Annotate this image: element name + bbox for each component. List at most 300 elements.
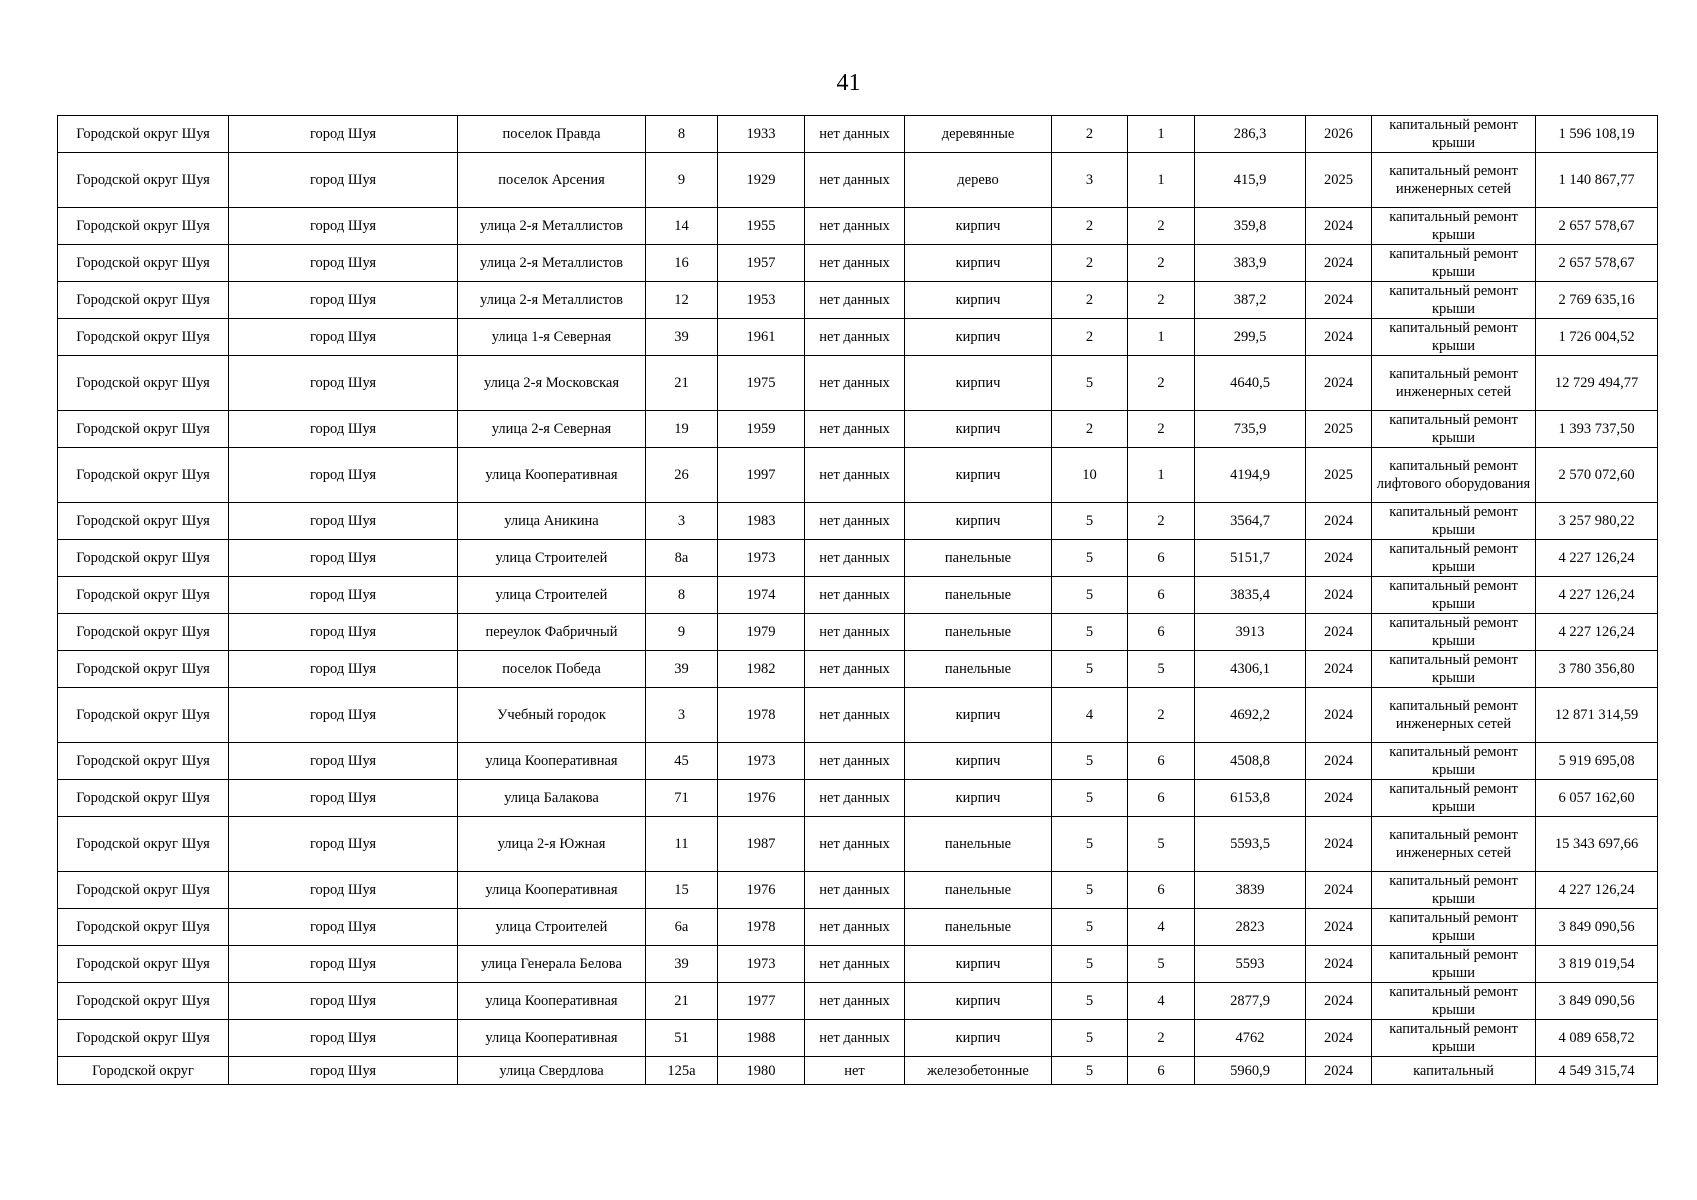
- table-row: [58, 116, 1658, 153]
- municipality-cell: Городской округ Шуя: [58, 411, 229, 448]
- year-overhaul-cell: нет данных: [805, 540, 905, 577]
- wall-material-cell: панельные: [905, 651, 1052, 688]
- plan-year-cell: 2024: [1306, 780, 1372, 817]
- house-number-cell: 16: [646, 245, 718, 282]
- year-overhaul-cell: нет данных: [805, 983, 905, 1020]
- entrances-cell: 2: [1128, 688, 1195, 743]
- street-cell: улица Генерала Белова: [458, 946, 646, 983]
- cost-cell: 12 871 314,59: [1536, 688, 1658, 743]
- house-number-cell: 9: [646, 153, 718, 208]
- wall-material-cell: кирпич: [905, 411, 1052, 448]
- wall-material-cell: панельные: [905, 540, 1052, 577]
- table-row: [58, 245, 1658, 282]
- table-row: [58, 577, 1658, 614]
- work-type-cell: капитальный ремонт инженерных сетей: [1372, 688, 1536, 743]
- year-built-cell: 1975: [718, 356, 805, 411]
- table-row: [58, 688, 1658, 743]
- street-cell: улица 1-я Северная: [458, 319, 646, 356]
- entrances-cell: 2: [1128, 282, 1195, 319]
- year-built-cell: 1973: [718, 540, 805, 577]
- wall-material-cell: панельные: [905, 872, 1052, 909]
- year-overhaul-cell: нет данных: [805, 245, 905, 282]
- table-row: [58, 503, 1658, 540]
- entrances-cell: 2: [1128, 1020, 1195, 1057]
- year-overhaul-cell: нет данных: [805, 743, 905, 780]
- entrances-cell: 4: [1128, 983, 1195, 1020]
- street-cell: улица Строителей: [458, 909, 646, 946]
- cost-cell: 1 726 004,52: [1536, 319, 1658, 356]
- work-type-cell: капитальный ремонт инженерных сетей: [1372, 356, 1536, 411]
- area-cell: 3839: [1195, 872, 1306, 909]
- settlement-cell: город Шуя: [229, 208, 458, 245]
- municipality-cell: Городской округ Шуя: [58, 503, 229, 540]
- house-number-cell: 51: [646, 1020, 718, 1057]
- plan-year-cell: 2024: [1306, 983, 1372, 1020]
- year-overhaul-cell: нет данных: [805, 1020, 905, 1057]
- cost-cell: 1 393 737,50: [1536, 411, 1658, 448]
- work-type-cell: капитальный ремонт крыши: [1372, 282, 1536, 319]
- entrances-cell: 6: [1128, 743, 1195, 780]
- work-type-cell: капитальный ремонт крыши: [1372, 614, 1536, 651]
- floors-cell: 2: [1052, 411, 1128, 448]
- floors-cell: 5: [1052, 614, 1128, 651]
- cost-cell: 3 849 090,56: [1536, 983, 1658, 1020]
- municipality-cell: Городской округ Шуя: [58, 946, 229, 983]
- entrances-cell: 1: [1128, 448, 1195, 503]
- municipality-cell: Городской округ Шуя: [58, 116, 229, 153]
- year-overhaul-cell: нет данных: [805, 503, 905, 540]
- street-cell: Учебный городок: [458, 688, 646, 743]
- table-row: [58, 540, 1658, 577]
- settlement-cell: город Шуя: [229, 356, 458, 411]
- year-overhaul-cell: нет данных: [805, 153, 905, 208]
- plan-year-cell: 2024: [1306, 540, 1372, 577]
- municipality-cell: Городской округ Шуя: [58, 872, 229, 909]
- area-cell: 4640,5: [1195, 356, 1306, 411]
- house-number-cell: 39: [646, 319, 718, 356]
- plan-year-cell: 2024: [1306, 688, 1372, 743]
- house-number-cell: 6а: [646, 909, 718, 946]
- year-built-cell: 1961: [718, 319, 805, 356]
- house-number-cell: 3: [646, 503, 718, 540]
- work-type-cell: капитальный ремонт крыши: [1372, 983, 1536, 1020]
- settlement-cell: город Шуя: [229, 319, 458, 356]
- work-type-cell: капитальный ремонт крыши: [1372, 577, 1536, 614]
- year-built-cell: 1982: [718, 651, 805, 688]
- settlement-cell: город Шуя: [229, 817, 458, 872]
- entrances-cell: 2: [1128, 411, 1195, 448]
- settlement-cell: город Шуя: [229, 614, 458, 651]
- street-cell: улица 2-я Московская: [458, 356, 646, 411]
- area-cell: 2877,9: [1195, 983, 1306, 1020]
- area-cell: 415,9: [1195, 153, 1306, 208]
- plan-year-cell: 2024: [1306, 356, 1372, 411]
- house-number-cell: 11: [646, 817, 718, 872]
- plan-year-cell: 2025: [1306, 411, 1372, 448]
- floors-cell: 5: [1052, 780, 1128, 817]
- cost-cell: 4 227 126,24: [1536, 577, 1658, 614]
- municipality-cell: Городской округ Шуя: [58, 577, 229, 614]
- settlement-cell: город Шуя: [229, 909, 458, 946]
- wall-material-cell: кирпич: [905, 448, 1052, 503]
- house-number-cell: 15: [646, 872, 718, 909]
- house-number-cell: 9: [646, 614, 718, 651]
- house-number-cell: 39: [646, 651, 718, 688]
- cost-cell: 4 227 126,24: [1536, 614, 1658, 651]
- floors-cell: 2: [1052, 208, 1128, 245]
- area-cell: 383,9: [1195, 245, 1306, 282]
- floors-cell: 2: [1052, 245, 1128, 282]
- wall-material-cell: кирпич: [905, 1020, 1052, 1057]
- year-overhaul-cell: нет: [805, 1057, 905, 1085]
- floors-cell: 5: [1052, 872, 1128, 909]
- street-cell: улица Балакова: [458, 780, 646, 817]
- municipality-cell: Городской округ Шуя: [58, 245, 229, 282]
- table-row: [58, 817, 1658, 872]
- plan-year-cell: 2024: [1306, 208, 1372, 245]
- area-cell: 5151,7: [1195, 540, 1306, 577]
- floors-cell: 5: [1052, 817, 1128, 872]
- wall-material-cell: панельные: [905, 614, 1052, 651]
- municipality-cell: Городской округ Шуя: [58, 448, 229, 503]
- plan-year-cell: 2024: [1306, 319, 1372, 356]
- year-overhaul-cell: нет данных: [805, 688, 905, 743]
- cost-cell: 3 819 019,54: [1536, 946, 1658, 983]
- area-cell: 4194,9: [1195, 448, 1306, 503]
- work-type-cell: капитальный ремонт крыши: [1372, 651, 1536, 688]
- year-built-cell: 1983: [718, 503, 805, 540]
- work-type-cell: капитальный ремонт крыши: [1372, 872, 1536, 909]
- floors-cell: 5: [1052, 909, 1128, 946]
- municipality-cell: Городской округ Шуя: [58, 817, 229, 872]
- year-built-cell: 1977: [718, 983, 805, 1020]
- plan-year-cell: 2025: [1306, 153, 1372, 208]
- plan-year-cell: 2024: [1306, 909, 1372, 946]
- floors-cell: 5: [1052, 743, 1128, 780]
- page-number: 41: [836, 70, 861, 96]
- work-type-cell: капитальный ремонт крыши: [1372, 909, 1536, 946]
- floors-cell: 5: [1052, 651, 1128, 688]
- municipality-cell: Городской округ Шуя: [58, 356, 229, 411]
- settlement-cell: город Шуя: [229, 282, 458, 319]
- area-cell: 5593: [1195, 946, 1306, 983]
- street-cell: улица 2-я Южная: [458, 817, 646, 872]
- entrances-cell: 5: [1128, 651, 1195, 688]
- house-number-cell: 26: [646, 448, 718, 503]
- entrances-cell: 6: [1128, 614, 1195, 651]
- year-overhaul-cell: нет данных: [805, 780, 905, 817]
- wall-material-cell: кирпич: [905, 208, 1052, 245]
- wall-material-cell: кирпич: [905, 503, 1052, 540]
- street-cell: улица Кооперативная: [458, 448, 646, 503]
- municipality-cell: Городской округ Шуя: [58, 540, 229, 577]
- wall-material-cell: кирпич: [905, 743, 1052, 780]
- cost-cell: 4 089 658,72: [1536, 1020, 1658, 1057]
- year-built-cell: 1978: [718, 688, 805, 743]
- municipality-cell: Городской округ Шуя: [58, 208, 229, 245]
- municipality-cell: Городской округ Шуя: [58, 983, 229, 1020]
- plan-year-cell: 2025: [1306, 448, 1372, 503]
- plan-year-cell: 2026: [1306, 116, 1372, 153]
- house-number-cell: 8: [646, 116, 718, 153]
- area-cell: 735,9: [1195, 411, 1306, 448]
- table-row: [58, 282, 1658, 319]
- house-number-cell: 12: [646, 282, 718, 319]
- work-type-cell: капитальный ремонт инженерных сетей: [1372, 153, 1536, 208]
- area-cell: 359,8: [1195, 208, 1306, 245]
- plan-year-cell: 2024: [1306, 614, 1372, 651]
- municipality-cell: Городской округ Шуя: [58, 780, 229, 817]
- settlement-cell: город Шуя: [229, 983, 458, 1020]
- cost-cell: 3 849 090,56: [1536, 909, 1658, 946]
- settlement-cell: город Шуя: [229, 540, 458, 577]
- municipality-cell: Городской округ Шуя: [58, 743, 229, 780]
- area-cell: 3913: [1195, 614, 1306, 651]
- street-cell: улица 2-я Северная: [458, 411, 646, 448]
- entrances-cell: 2: [1128, 356, 1195, 411]
- floors-cell: 5: [1052, 1020, 1128, 1057]
- house-number-cell: 14: [646, 208, 718, 245]
- street-cell: улица Кооперативная: [458, 1020, 646, 1057]
- wall-material-cell: деревянные: [905, 116, 1052, 153]
- floors-cell: 3: [1052, 153, 1128, 208]
- year-overhaul-cell: нет данных: [805, 448, 905, 503]
- area-cell: 4306,1: [1195, 651, 1306, 688]
- floors-cell: 4: [1052, 688, 1128, 743]
- area-cell: 3564,7: [1195, 503, 1306, 540]
- settlement-cell: город Шуя: [229, 743, 458, 780]
- floors-cell: 10: [1052, 448, 1128, 503]
- wall-material-cell: панельные: [905, 909, 1052, 946]
- year-built-cell: 1976: [718, 780, 805, 817]
- street-cell: улица Свердлова: [458, 1057, 646, 1085]
- street-cell: поселок Победа: [458, 651, 646, 688]
- cost-cell: 2 657 578,67: [1536, 245, 1658, 282]
- year-built-cell: 1957: [718, 245, 805, 282]
- municipality-cell: Городской округ: [58, 1057, 229, 1085]
- year-built-cell: 1929: [718, 153, 805, 208]
- area-cell: 5960,9: [1195, 1057, 1306, 1085]
- house-number-cell: 21: [646, 356, 718, 411]
- entrances-cell: 2: [1128, 245, 1195, 282]
- year-built-cell: 1959: [718, 411, 805, 448]
- table-body: [58, 116, 1658, 1085]
- entrances-cell: 1: [1128, 116, 1195, 153]
- work-type-cell: капитальный ремонт инженерных сетей: [1372, 817, 1536, 872]
- entrances-cell: 5: [1128, 817, 1195, 872]
- entrances-cell: 2: [1128, 208, 1195, 245]
- settlement-cell: город Шуя: [229, 872, 458, 909]
- year-overhaul-cell: нет данных: [805, 577, 905, 614]
- year-overhaul-cell: нет данных: [805, 872, 905, 909]
- house-number-cell: 8а: [646, 540, 718, 577]
- plan-year-cell: 2024: [1306, 1057, 1372, 1085]
- wall-material-cell: кирпич: [905, 319, 1052, 356]
- entrances-cell: 6: [1128, 780, 1195, 817]
- year-built-cell: 1976: [718, 872, 805, 909]
- year-overhaul-cell: нет данных: [805, 356, 905, 411]
- table-row: [58, 909, 1658, 946]
- settlement-cell: город Шуя: [229, 1020, 458, 1057]
- settlement-cell: город Шуя: [229, 503, 458, 540]
- wall-material-cell: кирпич: [905, 780, 1052, 817]
- cost-cell: 4 549 315,74: [1536, 1057, 1658, 1085]
- area-cell: 4692,2: [1195, 688, 1306, 743]
- table-row: [58, 1057, 1658, 1085]
- table-row: [58, 872, 1658, 909]
- table-row: [58, 356, 1658, 411]
- table-row: [58, 651, 1658, 688]
- work-type-cell: капитальный ремонт лифтового оборудования: [1372, 448, 1536, 503]
- floors-cell: 5: [1052, 1057, 1128, 1085]
- cost-cell: 4 227 126,24: [1536, 872, 1658, 909]
- plan-year-cell: 2024: [1306, 651, 1372, 688]
- wall-material-cell: панельные: [905, 817, 1052, 872]
- year-built-cell: 1953: [718, 282, 805, 319]
- year-overhaul-cell: нет данных: [805, 282, 905, 319]
- floors-cell: 5: [1052, 983, 1128, 1020]
- plan-year-cell: 2024: [1306, 1020, 1372, 1057]
- municipality-cell: Городской округ Шуя: [58, 153, 229, 208]
- floors-cell: 2: [1052, 116, 1128, 153]
- year-overhaul-cell: нет данных: [805, 946, 905, 983]
- year-overhaul-cell: нет данных: [805, 909, 905, 946]
- area-cell: 6153,8: [1195, 780, 1306, 817]
- work-type-cell: капитальный ремонт крыши: [1372, 946, 1536, 983]
- house-number-cell: 21: [646, 983, 718, 1020]
- year-built-cell: 1980: [718, 1057, 805, 1085]
- entrances-cell: 6: [1128, 540, 1195, 577]
- street-cell: улица Строителей: [458, 577, 646, 614]
- entrances-cell: 2: [1128, 503, 1195, 540]
- work-type-cell: капитальный ремонт крыши: [1372, 411, 1536, 448]
- plan-year-cell: 2024: [1306, 282, 1372, 319]
- table-row: [58, 614, 1658, 651]
- settlement-cell: город Шуя: [229, 577, 458, 614]
- municipality-cell: Городской округ Шуя: [58, 909, 229, 946]
- floors-cell: 5: [1052, 577, 1128, 614]
- cost-cell: 12 729 494,77: [1536, 356, 1658, 411]
- plan-year-cell: 2024: [1306, 503, 1372, 540]
- area-cell: 5593,5: [1195, 817, 1306, 872]
- floors-cell: 2: [1052, 282, 1128, 319]
- street-cell: улица 2-я Металлистов: [458, 245, 646, 282]
- year-overhaul-cell: нет данных: [805, 817, 905, 872]
- entrances-cell: 6: [1128, 577, 1195, 614]
- table-row: [58, 1020, 1658, 1057]
- year-built-cell: 1974: [718, 577, 805, 614]
- cost-cell: 4 227 126,24: [1536, 540, 1658, 577]
- settlement-cell: город Шуя: [229, 946, 458, 983]
- street-cell: улица Кооперативная: [458, 743, 646, 780]
- cost-cell: 2 657 578,67: [1536, 208, 1658, 245]
- year-built-cell: 1933: [718, 116, 805, 153]
- area-cell: 4508,8: [1195, 743, 1306, 780]
- entrances-cell: 1: [1128, 319, 1195, 356]
- floors-cell: 2: [1052, 319, 1128, 356]
- year-overhaul-cell: нет данных: [805, 116, 905, 153]
- settlement-cell: город Шуя: [229, 116, 458, 153]
- cost-cell: 1 596 108,19: [1536, 116, 1658, 153]
- house-number-cell: 3: [646, 688, 718, 743]
- plan-year-cell: 2024: [1306, 946, 1372, 983]
- settlement-cell: город Шуя: [229, 651, 458, 688]
- work-type-cell: капитальный ремонт крыши: [1372, 116, 1536, 153]
- floors-cell: 5: [1052, 503, 1128, 540]
- street-cell: улица 2-я Металлистов: [458, 208, 646, 245]
- area-cell: 3835,4: [1195, 577, 1306, 614]
- cost-cell: 2 769 635,16: [1536, 282, 1658, 319]
- entrances-cell: 1: [1128, 153, 1195, 208]
- floors-cell: 5: [1052, 946, 1128, 983]
- entrances-cell: 5: [1128, 946, 1195, 983]
- year-built-cell: 1988: [718, 1020, 805, 1057]
- wall-material-cell: кирпич: [905, 983, 1052, 1020]
- table-row: [58, 983, 1658, 1020]
- house-number-cell: 125а: [646, 1057, 718, 1085]
- plan-year-cell: 2024: [1306, 577, 1372, 614]
- municipality-cell: Городской округ Шуя: [58, 282, 229, 319]
- year-overhaul-cell: нет данных: [805, 411, 905, 448]
- house-number-cell: 45: [646, 743, 718, 780]
- street-cell: улица Строителей: [458, 540, 646, 577]
- table-row: [58, 743, 1658, 780]
- work-type-cell: капитальный ремонт крыши: [1372, 780, 1536, 817]
- wall-material-cell: кирпич: [905, 245, 1052, 282]
- street-cell: улица Аникина: [458, 503, 646, 540]
- cost-cell: 3 257 980,22: [1536, 503, 1658, 540]
- table-row: [58, 448, 1658, 503]
- municipality-cell: Городской округ Шуя: [58, 614, 229, 651]
- table-row: [58, 153, 1658, 208]
- cost-cell: 15 343 697,66: [1536, 817, 1658, 872]
- year-overhaul-cell: нет данных: [805, 614, 905, 651]
- settlement-cell: город Шуя: [229, 780, 458, 817]
- cost-cell: 2 570 072,60: [1536, 448, 1658, 503]
- area-cell: 286,3: [1195, 116, 1306, 153]
- municipality-cell: Городской округ Шуя: [58, 1020, 229, 1057]
- floors-cell: 5: [1052, 540, 1128, 577]
- area-cell: 4762: [1195, 1020, 1306, 1057]
- year-built-cell: 1987: [718, 817, 805, 872]
- house-number-cell: 8: [646, 577, 718, 614]
- entrances-cell: 6: [1128, 1057, 1195, 1085]
- year-built-cell: 1955: [718, 208, 805, 245]
- area-cell: 299,5: [1195, 319, 1306, 356]
- plan-year-cell: 2024: [1306, 743, 1372, 780]
- entrances-cell: 6: [1128, 872, 1195, 909]
- work-type-cell: капитальный ремонт крыши: [1372, 1020, 1536, 1057]
- year-built-cell: 1973: [718, 743, 805, 780]
- wall-material-cell: панельные: [905, 577, 1052, 614]
- settlement-cell: город Шуя: [229, 153, 458, 208]
- house-number-cell: 71: [646, 780, 718, 817]
- floors-cell: 5: [1052, 356, 1128, 411]
- table-row: [58, 946, 1658, 983]
- house-number-cell: 19: [646, 411, 718, 448]
- year-overhaul-cell: нет данных: [805, 208, 905, 245]
- work-type-cell: капитальный ремонт крыши: [1372, 743, 1536, 780]
- cost-cell: 1 140 867,77: [1536, 153, 1658, 208]
- wall-material-cell: кирпич: [905, 282, 1052, 319]
- table-row: [58, 319, 1658, 356]
- plan-year-cell: 2024: [1306, 817, 1372, 872]
- year-built-cell: 1979: [718, 614, 805, 651]
- cost-cell: 5 919 695,08: [1536, 743, 1658, 780]
- municipality-cell: Городской округ Шуя: [58, 688, 229, 743]
- wall-material-cell: кирпич: [905, 688, 1052, 743]
- work-type-cell: капитальный ремонт крыши: [1372, 245, 1536, 282]
